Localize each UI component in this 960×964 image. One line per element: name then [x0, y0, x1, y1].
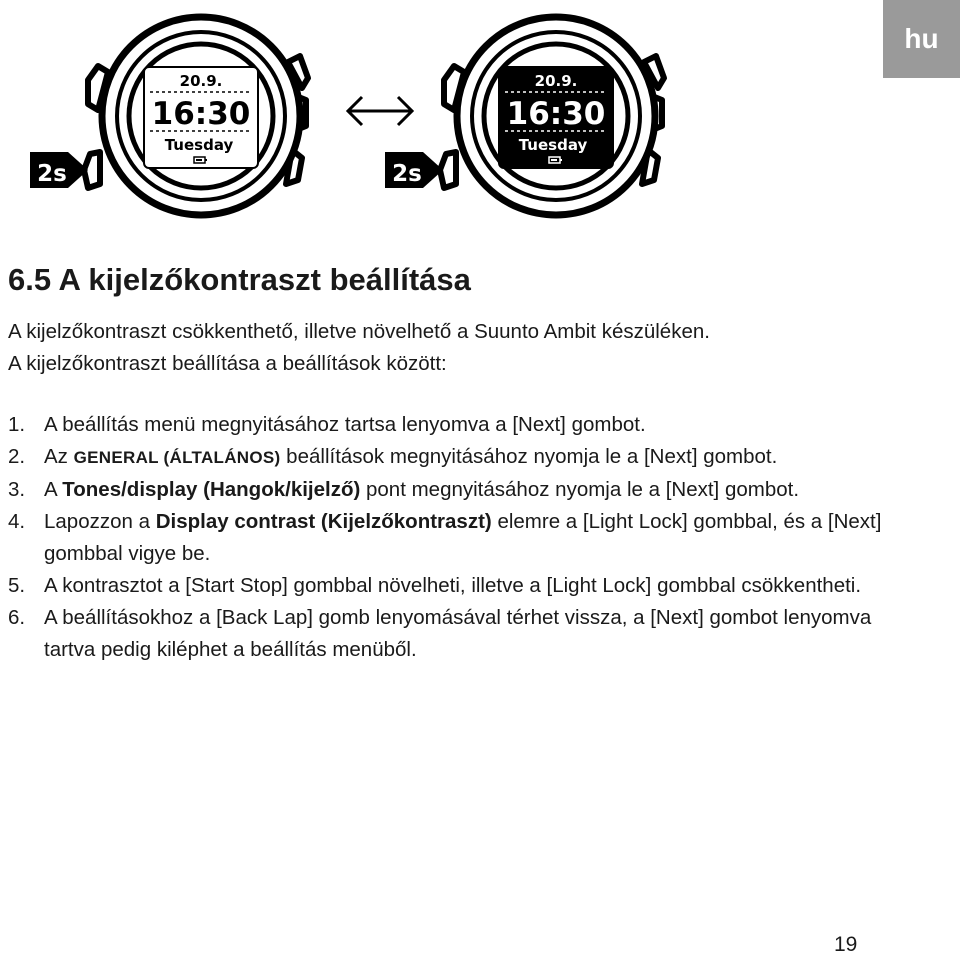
- watch-right-time: 16:30: [506, 96, 606, 132]
- step-text: A beállításokhoz a [Back Lap] gomb lenyomásával térhet vissza, a [Next] gombot lenyomva tartva pedig kiléphet a beállítás menüből.: [44, 606, 872, 661]
- watch-left-day: Tuesday: [164, 136, 234, 154]
- step-item: [8, 441, 888, 474]
- watch-right: [385, 17, 664, 215]
- language-tab: hu: [883, 0, 960, 78]
- watch-left-date: 20.9.: [179, 72, 223, 90]
- step-text: A beállítás menü megnyitásához tartsa lenyomva a [Next] gombot.: [44, 413, 646, 436]
- step-text: pont megnyitásához nyomja le a [Next] gombot.: [360, 478, 800, 501]
- steps-list: [8, 409, 888, 666]
- toggle-arrow-icon: [348, 97, 412, 125]
- step-text: Lapozzon a: [44, 510, 156, 533]
- watch-left-time: 16:30: [151, 96, 251, 132]
- step-item: [8, 474, 888, 506]
- step-text: elemre a [Light Lock] gombbal, és a [Next] gombbal vigye be.: [44, 510, 882, 565]
- intro-text-2: A kijelzőkontraszt beállítása a beállítások között:: [8, 352, 447, 375]
- intro-text-1: A kijelzőkontraszt csökkenthető, illetve növelhető a Suunto Ambit készüléken.: [8, 320, 710, 343]
- step-number: 2.: [8, 445, 26, 468]
- watch-right-day: Tuesday: [518, 136, 588, 154]
- step-text: A kontrasztot a [Start Stop] gombbal növelheti, illetve a [Light Lock] gombbal csökkentheti.: [44, 574, 862, 597]
- svg-text:2s: 2s: [392, 161, 422, 187]
- menu-item-name: Tones/display (Hangok/kijelző): [62, 478, 361, 501]
- svg-text:2s: 2s: [37, 161, 67, 187]
- menu-item-name: Display contrast (Kijelzőkontraszt): [155, 510, 492, 533]
- hold-2s-badge: [30, 152, 88, 188]
- step-text: Az: [44, 445, 74, 468]
- step-number: 4.: [8, 510, 26, 533]
- menu-item-name: GENERAL (ÁLTALÁNOS): [73, 448, 281, 467]
- step-item: [8, 409, 888, 441]
- step-text: beállítások megnyitásához nyomja le a [Next] gombot.: [280, 445, 778, 468]
- watch-left: [30, 17, 308, 215]
- step-number: 1.: [8, 413, 26, 436]
- section-heading: 6.5 A kijelzőkontraszt beállítása: [8, 262, 471, 297]
- step-item: [8, 602, 888, 666]
- watch-right-date: 20.9.: [534, 72, 578, 90]
- step-item: [8, 506, 888, 570]
- step-number: 3.: [8, 478, 26, 501]
- step-number: 6.: [8, 606, 26, 629]
- page-number: 19: [834, 933, 858, 956]
- step-text: A: [44, 478, 63, 501]
- hold-2s-badge: [385, 152, 443, 188]
- step-number: 5.: [8, 574, 26, 597]
- watch-illustration: [0, 0, 880, 230]
- step-item: [8, 570, 888, 602]
